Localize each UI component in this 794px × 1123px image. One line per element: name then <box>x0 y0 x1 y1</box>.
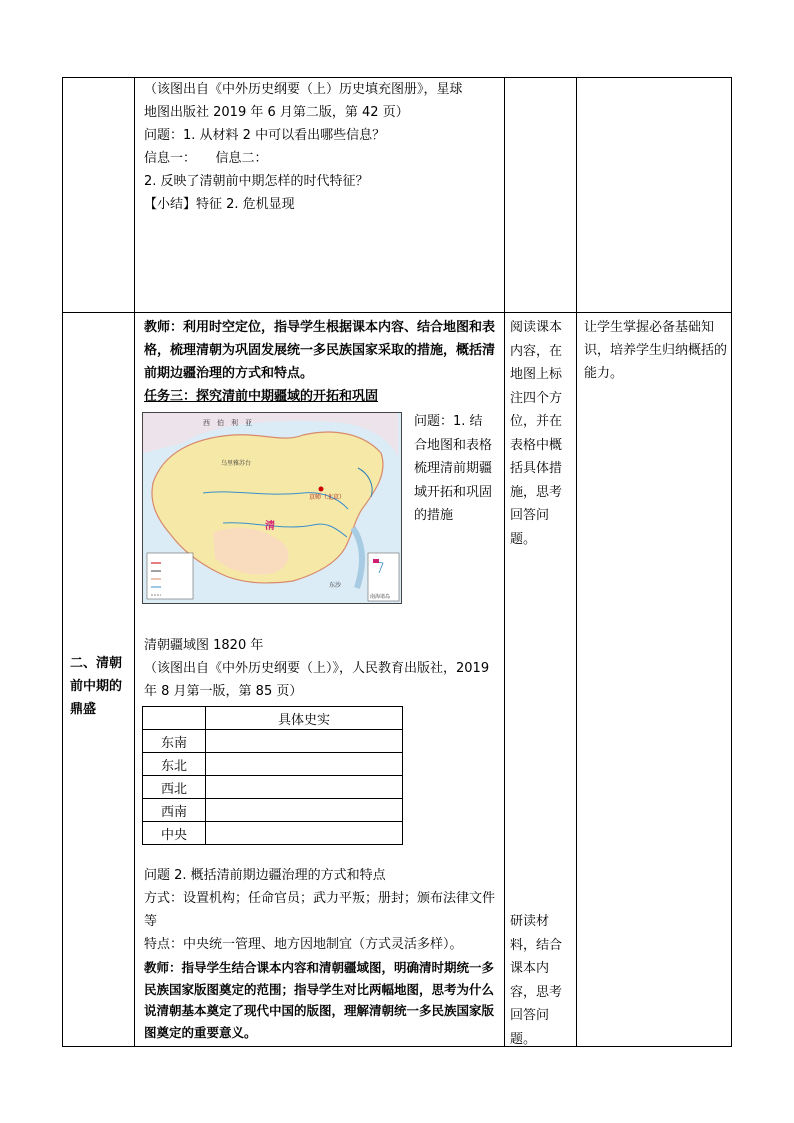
table-row <box>143 822 403 845</box>
student-activity-2: 研读材料，结合课本内容，思考回答问题。 <box>510 914 563 1047</box>
table-border-left <box>62 77 63 1047</box>
text-line: 信息一： 信息二： <box>144 151 268 166</box>
table-border-right <box>731 77 732 1047</box>
table-col-divider-1 <box>134 77 135 1047</box>
map-label-north: 西 伯 利 亚 <box>203 419 252 427</box>
text-line: 地图出版社 2019 年 6 月第二版，第 42 页） <box>144 105 409 120</box>
section-title: 二、清朝前中期的鼎盛 <box>70 656 123 717</box>
map-label-beijing: 京师（北京） <box>309 494 346 501</box>
table-answer-cell[interactable] <box>206 822 403 845</box>
map-legend <box>147 553 193 599</box>
table-row-label: 中央 <box>143 822 206 845</box>
table-row <box>143 799 403 822</box>
table-row <box>143 730 403 753</box>
map-caption: 清朝疆域图 1820 年 <box>144 638 264 653</box>
table-row-label: 东南 <box>143 730 206 753</box>
map-illustration <box>143 413 401 603</box>
teacher-intro: 教师：利用时空定位，指导学生根据课本内容、结合地图和表格，梳理清朝为巩固发展统一多民族国家采取的措施，概括清前期边疆治理的方式和特点。 <box>144 320 496 381</box>
text-line: 2. 反映了清朝前中期怎样的时代特征？ <box>144 174 369 189</box>
question-1: 问题：1. 结合地图和表格梳理清前期疆域开拓和巩固的措施 <box>414 414 493 523</box>
table-row-label: 西北 <box>143 776 206 799</box>
table-header: 具体史实 <box>206 707 403 730</box>
design-intent: 让学生掌握必备基础知识，培养学生归纳概括的能力。 <box>584 320 728 381</box>
table-col-divider-2 <box>504 77 505 1047</box>
table-row <box>143 776 403 799</box>
table-answer-cell[interactable] <box>206 753 403 776</box>
table-answer-cell[interactable] <box>206 799 403 822</box>
text-line: 问题：1. 从材料 2 中可以看出哪些信息？ <box>144 128 386 143</box>
methods-text: 方式：设置机构；任命官员；武力平叛；册封；颁布法律文件等 <box>144 891 496 929</box>
teacher-outro: 教师：指导学生结合课本内容和清朝疆域图，明确清时期统一多民族国家版图奠定的范围；指导学生对比两幅地图，思考为什么说清朝基本奠定了现代中国的版图，理解清朝统一多民族国家版图奠定的重要意义。 <box>144 960 495 1040</box>
measures-table <box>142 706 403 845</box>
text-line: （该图出自《中外历史纲要（上）历史填充图册》，星球 <box>144 82 463 97</box>
features-text: 特点：中央统一管理、地方因地制宜（方式灵活多样）。 <box>144 937 463 952</box>
map-label-sea: 东沙 <box>329 582 342 589</box>
task-title: 任务三：探究清前中期疆域的开拓和巩固 <box>144 389 379 404</box>
table-col-divider-3 <box>576 77 577 1047</box>
table-answer-cell[interactable] <box>206 730 403 753</box>
student-activity-1: 阅读课本内容，在地图上标注四个方位，并在表格中概括具体措施，思考回答问题。 <box>510 320 563 547</box>
map-source: （该图出自《中外历史纲要（上）》，人民教育出版社，2019 年 8 月第一版，第 85 页） <box>144 661 490 699</box>
qing-territory-map <box>142 412 402 604</box>
question-2: 问题 2. 概括清前期边疆治理的方式和特点 <box>144 868 386 883</box>
table-row <box>143 753 403 776</box>
table-answer-cell[interactable] <box>206 776 403 799</box>
top-row-content <box>144 78 500 216</box>
table-border-bottom <box>62 1046 732 1047</box>
table-corner-cell <box>143 707 206 730</box>
map-inset-label: 南海诸岛 <box>370 594 391 600</box>
table-row <box>143 707 403 730</box>
map-label-qing: 清 <box>265 521 275 532</box>
table-row-label: 东北 <box>143 753 206 776</box>
text-line: 【小结】特征 2. 危机显现 <box>144 197 295 212</box>
table-row-divider <box>62 312 732 313</box>
map-label-city: 乌里雅苏台 <box>221 460 252 467</box>
table-row-label: 西南 <box>143 799 206 822</box>
